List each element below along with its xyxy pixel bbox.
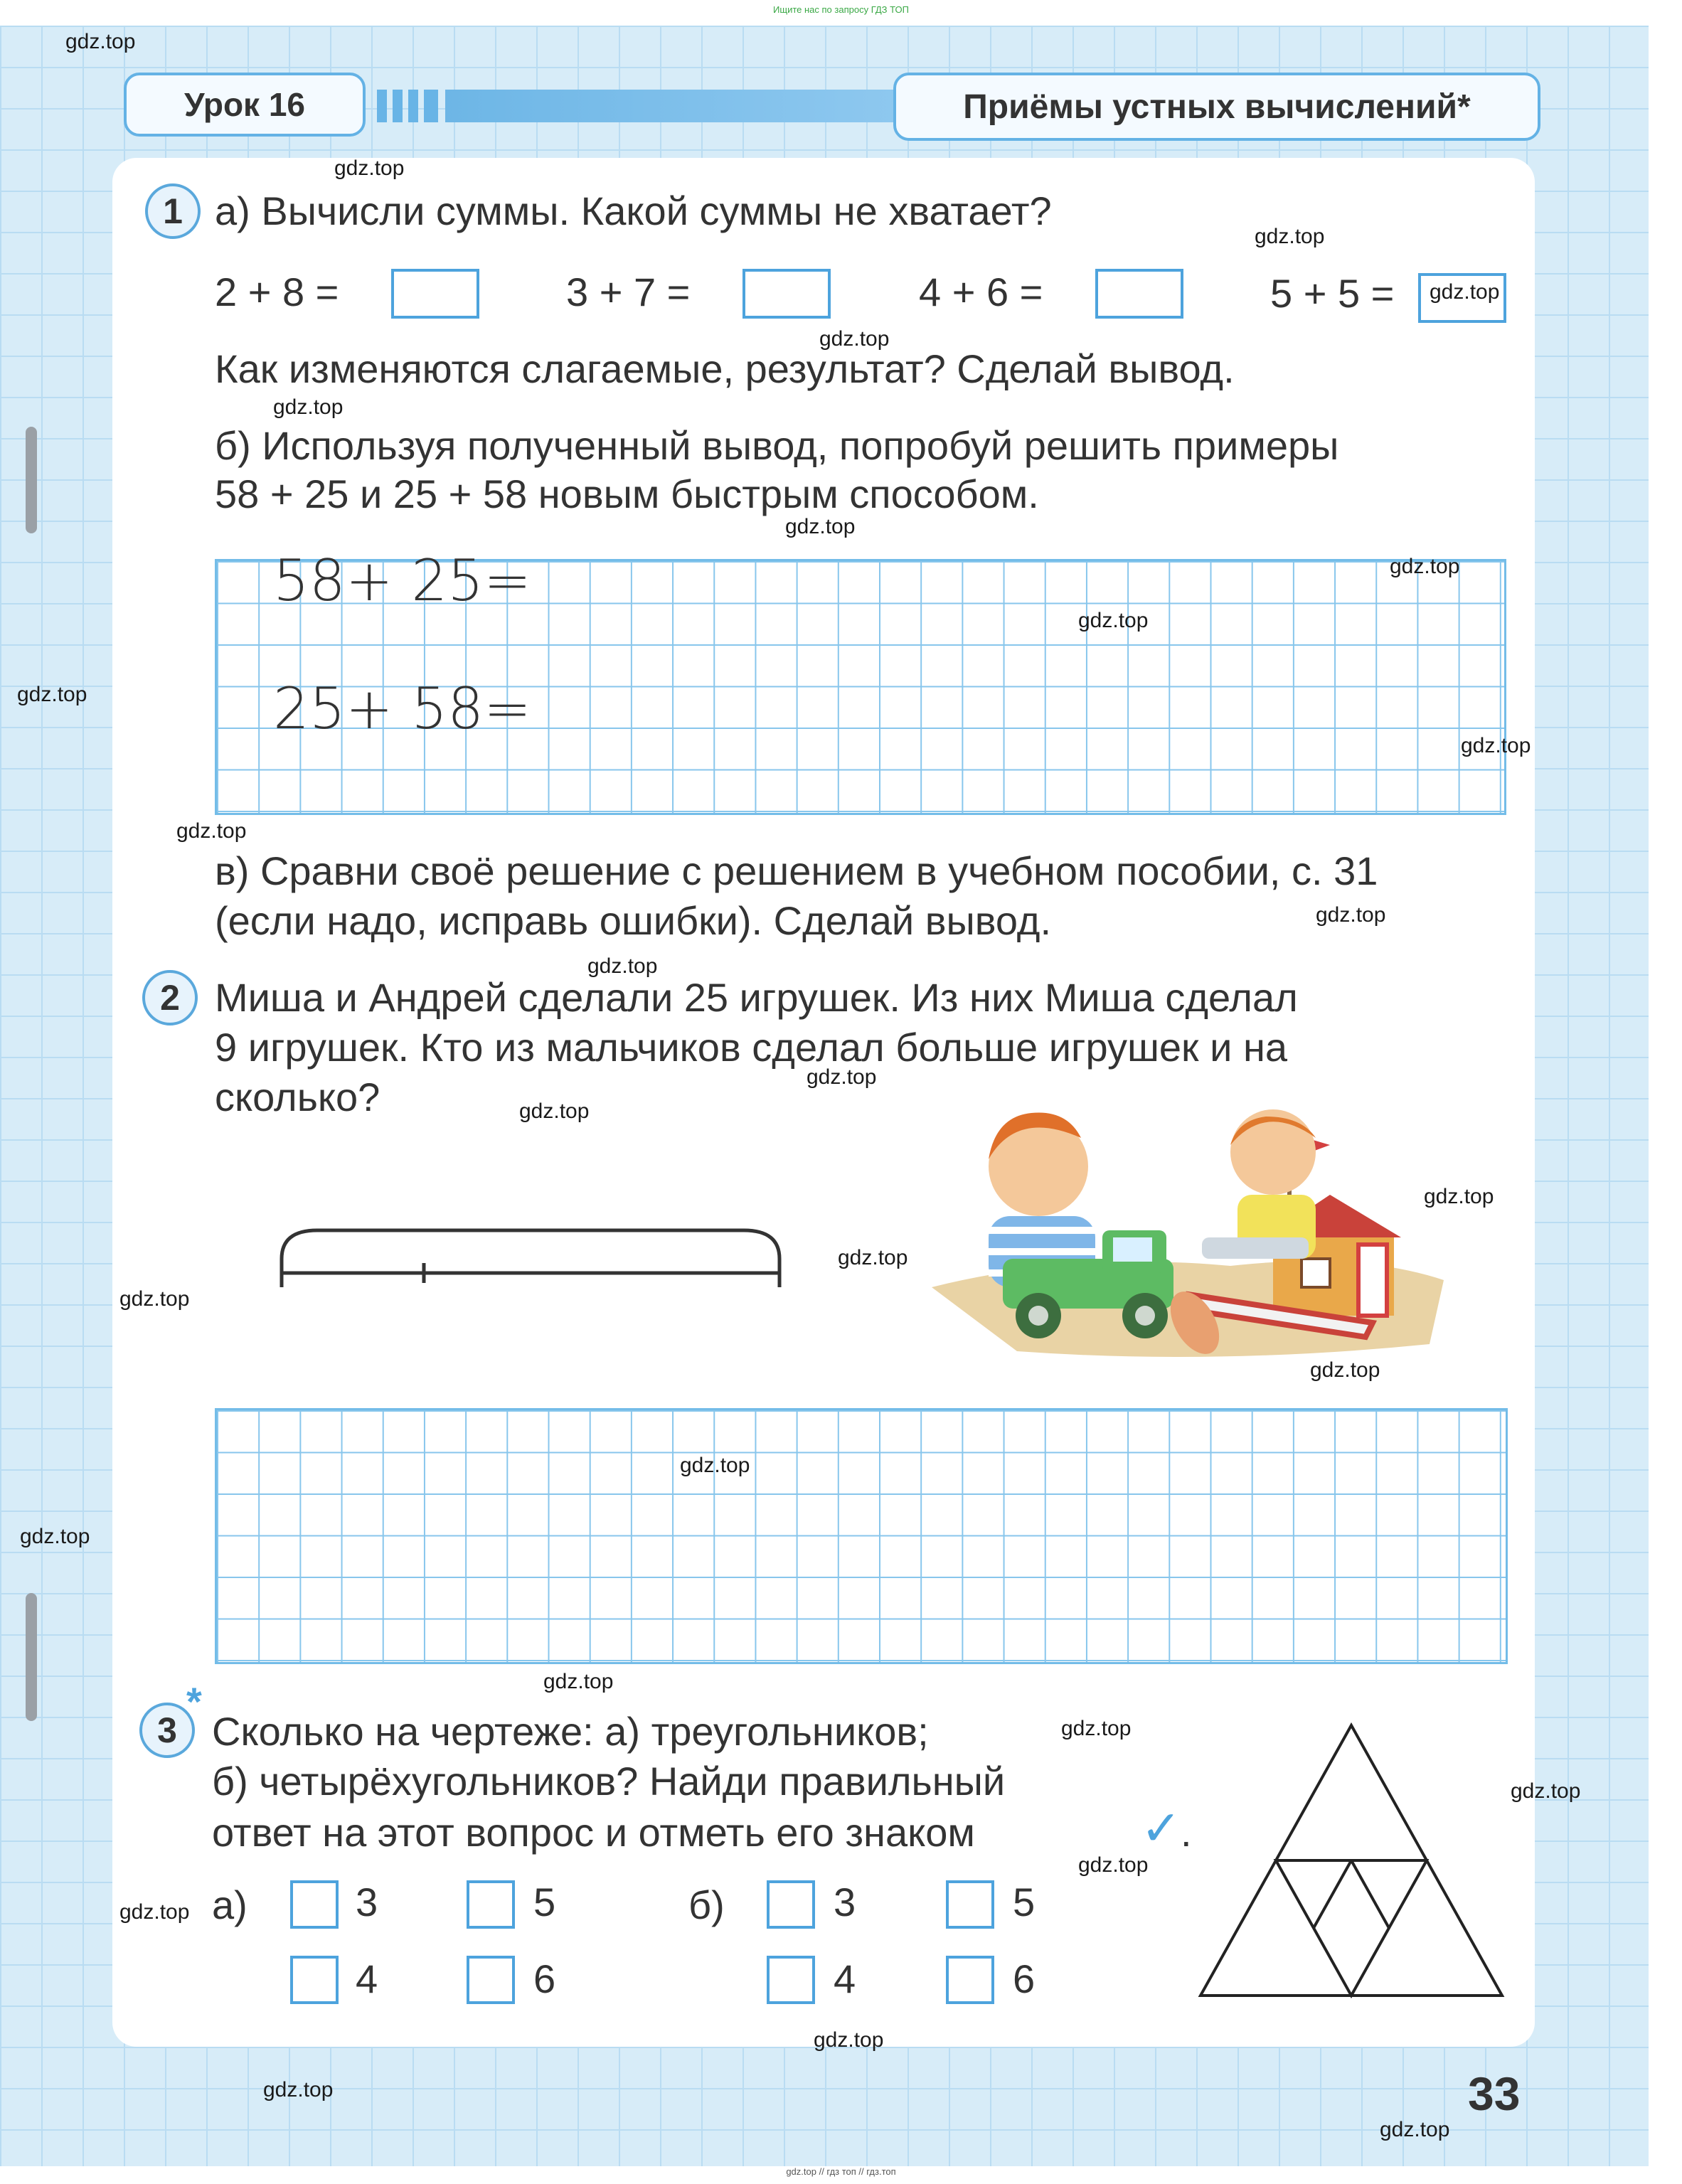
binder-spiral: [26, 427, 37, 533]
binder-spiral: [26, 1593, 37, 1721]
checkbox-a-4[interactable]: [290, 1956, 339, 2004]
task1-part-b-line2: 58 + 25 и 25 + 58 новым быстрым способом.: [215, 472, 1039, 516]
handwritten-example-2: 25+ 58=: [273, 676, 532, 742]
watermark: gdz.top: [1430, 280, 1500, 304]
watermark: gdz.top: [587, 954, 658, 978]
option-b-4: 4: [834, 1956, 856, 2001]
task2-line1: Миша и Андрей сделали 25 игрушек. Из них Миша сделал: [215, 975, 1298, 1020]
task3-line2: б) четырёхугольников? Найди правильный: [212, 1759, 1006, 1804]
watermark: gdz.top: [838, 1246, 908, 1269]
answer-box-3[interactable]: [1095, 269, 1183, 319]
task1-part-b-line1: б) Используя полученный вывод, попробуй решить примеры: [215, 423, 1339, 468]
watermark: gdz.top: [1061, 1717, 1132, 1740]
bottom-banner: gdz.top // гдз топ // гдз.топ: [786, 2166, 896, 2177]
watermark: gdz.top: [1078, 1853, 1149, 1877]
watermark: gdz.top: [1310, 1358, 1380, 1382]
task1-part-a: а) Вычисли суммы. Какой суммы не хватает?: [215, 188, 1052, 233]
header-stripes: [377, 90, 438, 122]
watermark: gdz.top: [1380, 2118, 1450, 2141]
watermark: gdz.top: [273, 395, 344, 419]
label-b: б): [688, 1882, 725, 1927]
option-a-5: 5: [533, 1880, 556, 1924]
checkbox-b-6[interactable]: [946, 1956, 994, 2004]
watermark: gdz.top: [1390, 555, 1460, 578]
option-a-4: 4: [356, 1956, 378, 2001]
answer-box-2[interactable]: [742, 269, 831, 319]
page-number: 33: [1468, 2067, 1521, 2120]
task2-line3: сколько?: [215, 1075, 380, 1119]
equation-4: 5 + 5 =: [1270, 271, 1395, 316]
watermark: gdz.top: [65, 30, 136, 53]
checkbox-b-4[interactable]: [767, 1956, 815, 2004]
equation-1: 2 + 8 =: [215, 270, 339, 314]
watermark: gdz.top: [20, 1525, 90, 1548]
top-banner: Ищите нас по запросу ГДЗ ТОП: [773, 4, 909, 15]
equation-2: 3 + 7 =: [566, 270, 691, 314]
watermark: gdz.top: [1078, 609, 1149, 632]
watermark: gdz.top: [519, 1099, 590, 1123]
task1-part-c-line2: (если надо, исправь ошибки). Сделай вывод.: [215, 898, 1051, 943]
checkbox-a-6[interactable]: [467, 1956, 515, 2004]
task3-star: *: [186, 1679, 202, 1724]
watermark: gdz.top: [785, 515, 856, 538]
watermark: gdz.top: [17, 683, 87, 706]
header-bar: [445, 90, 900, 122]
handwritten-example-1: 58+ 25=: [273, 548, 532, 614]
page-title: Приёмы устных вычислений*: [893, 73, 1540, 141]
lesson-label: Урок 16: [124, 73, 366, 137]
segment-diagram: [275, 1216, 787, 1294]
watermark: gdz.top: [814, 2028, 884, 2052]
check-mark-icon: ✓: [1141, 1801, 1181, 1855]
watermark: gdz.top: [263, 2078, 334, 2102]
task-number-3: 3: [139, 1703, 195, 1758]
watermark: gdz.top: [1316, 903, 1386, 927]
task3-line3: ответ на этот вопрос и отметь его знаком: [212, 1810, 975, 1855]
task3-period: .: [1181, 1810, 1192, 1855]
option-a-3: 3: [356, 1880, 378, 1924]
watermark: gdz.top: [176, 819, 247, 843]
watermark: gdz.top: [680, 1454, 750, 1477]
watermark: gdz.top: [807, 1065, 877, 1089]
boys-with-toys-illustration: [932, 1109, 1444, 1365]
option-a-6: 6: [533, 1956, 556, 2001]
work-grid-2[interactable]: [215, 1408, 1508, 1664]
answer-box-1[interactable]: [391, 269, 479, 319]
equation-3: 4 + 6 =: [919, 270, 1043, 314]
option-b-6: 6: [1013, 1956, 1036, 2001]
watermark: gdz.top: [1511, 1779, 1581, 1803]
task1-question: Как изменяются слагаемые, результат? Сделай вывод.: [215, 346, 1235, 391]
task3-line1: Сколько на чертеже: а) треугольников;: [212, 1709, 929, 1754]
task2-line2: 9 игрушек. Кто из мальчиков сделал больше игрушек и на: [215, 1025, 1288, 1070]
checkbox-a-5[interactable]: [467, 1880, 515, 1929]
watermark: gdz.top: [1424, 1185, 1494, 1208]
task-number-2: 2: [142, 970, 198, 1026]
watermark: gdz.top: [1255, 225, 1325, 248]
task-number-1: 1: [145, 183, 201, 239]
watermark: gdz.top: [819, 327, 890, 351]
triangle-figure: [1195, 1721, 1508, 2005]
checkbox-b-5[interactable]: [946, 1880, 994, 1929]
checkbox-a-3[interactable]: [290, 1880, 339, 1929]
label-a: а): [212, 1882, 247, 1927]
watermark: gdz.top: [334, 156, 405, 180]
watermark: gdz.top: [543, 1670, 614, 1693]
watermark: gdz.top: [1461, 734, 1531, 757]
watermark: gdz.top: [119, 1287, 190, 1311]
watermark: gdz.top: [119, 1900, 190, 1924]
option-b-5: 5: [1013, 1880, 1036, 1924]
checkbox-b-3[interactable]: [767, 1880, 815, 1929]
option-b-3: 3: [834, 1880, 856, 1924]
task1-part-c-line1: в) Сравни своё решение с решением в учебном пособии, с. 31: [215, 848, 1378, 893]
